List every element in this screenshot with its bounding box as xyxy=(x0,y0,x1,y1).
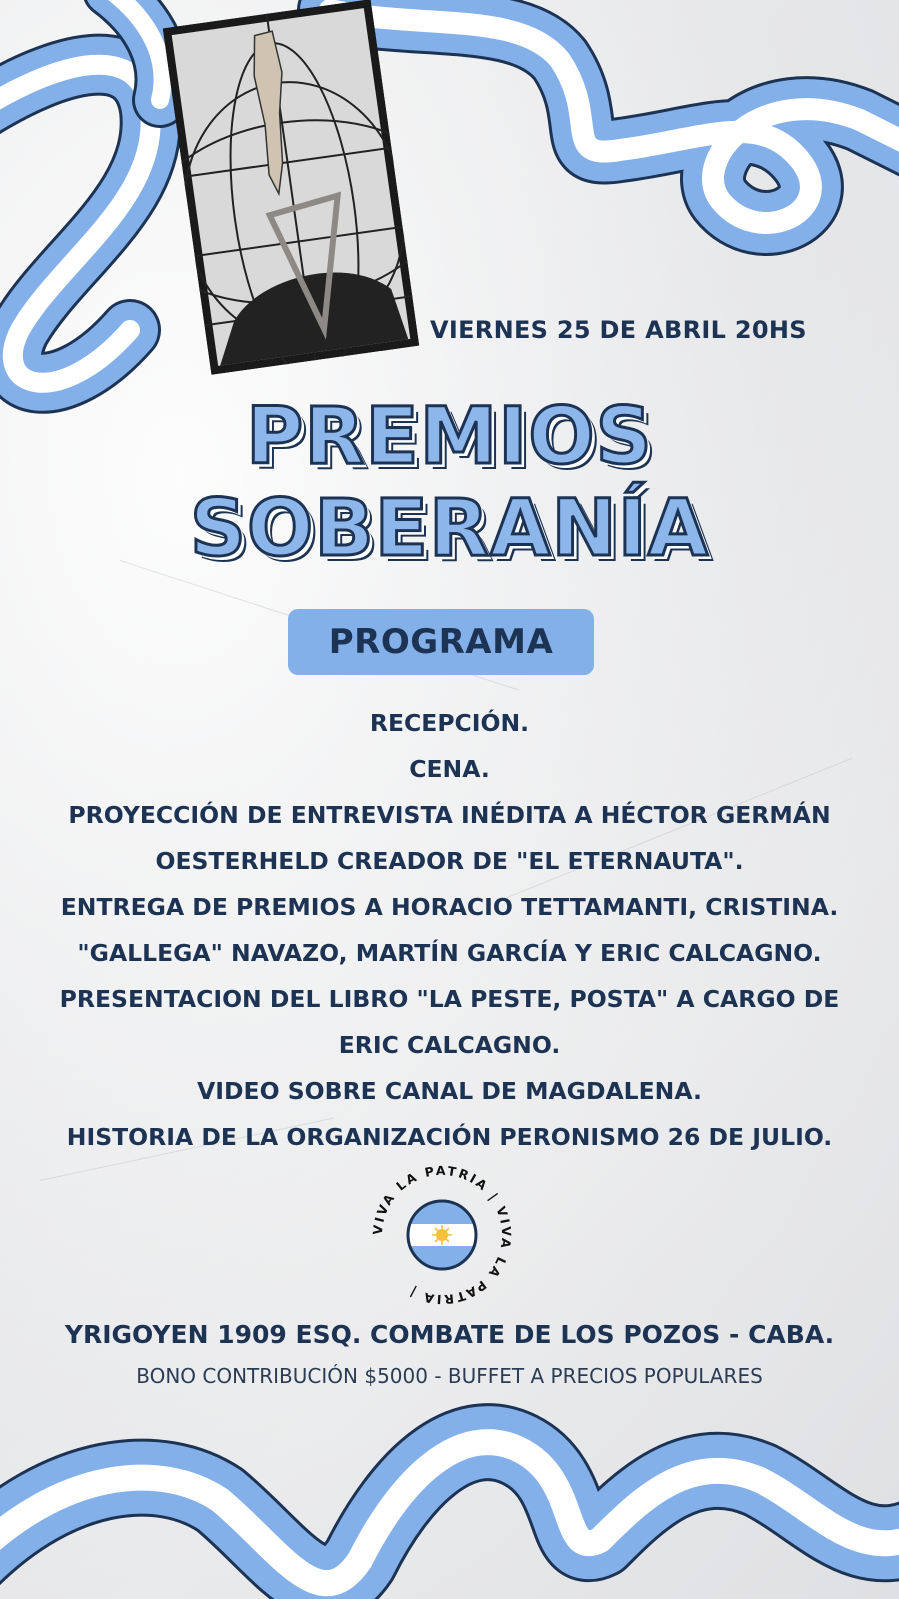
program-item: PROYECCIÓN DE ENTREVISTA INÉDITA A HÉCTOR GERMÁN xyxy=(68,801,831,829)
bono-contribution: BONO CONTRIBUCIÓN $5000 - BUFFET A PRECIOS POPULARES xyxy=(136,1364,763,1388)
program-item: ENTREGA DE PREMIOS A HORACIO TETTAMANTI, CRISTINA. xyxy=(60,893,839,921)
program-item: OESTERHELD CREADOR DE "EL ETERNAUTA". xyxy=(155,847,744,875)
event-date-time: VIERNES 25 DE ABRIL 20HS xyxy=(430,316,807,344)
program-item: ERIC CALCAGNO. xyxy=(338,1031,561,1059)
program-item: HISTORIA DE LA ORGANIZACIÓN PERONISMO 26 DE JULIO. xyxy=(66,1123,833,1151)
seal-ring-text: VIVA LA PATRIA | VIVA LA PATRIA | xyxy=(369,1162,515,1308)
program-item: PRESENTACION DEL LIBRO "LA PESTE, POSTA" A CARGO DE xyxy=(59,985,840,1013)
program-item: CENA. xyxy=(409,755,490,783)
program-item: RECEPCIÓN. xyxy=(369,709,530,737)
event-title-line2: SOBERANÍA xyxy=(189,484,710,574)
program-badge: PROGRAMA xyxy=(288,609,594,675)
program-item: VIDEO SOBRE CANAL DE MAGDALENA. xyxy=(197,1077,702,1105)
ribbon-bottom xyxy=(0,1442,899,1583)
program-item: "GALLEGA" NAVAZO, MARTÍN GARCÍA Y ERIC CALCAGNO. xyxy=(77,939,822,967)
venue-address: YRIGOYEN 1909 ESQ. COMBATE DE LOS POZOS - CABA. xyxy=(64,1320,835,1349)
event-title-line1: PREMIOS xyxy=(246,392,653,482)
